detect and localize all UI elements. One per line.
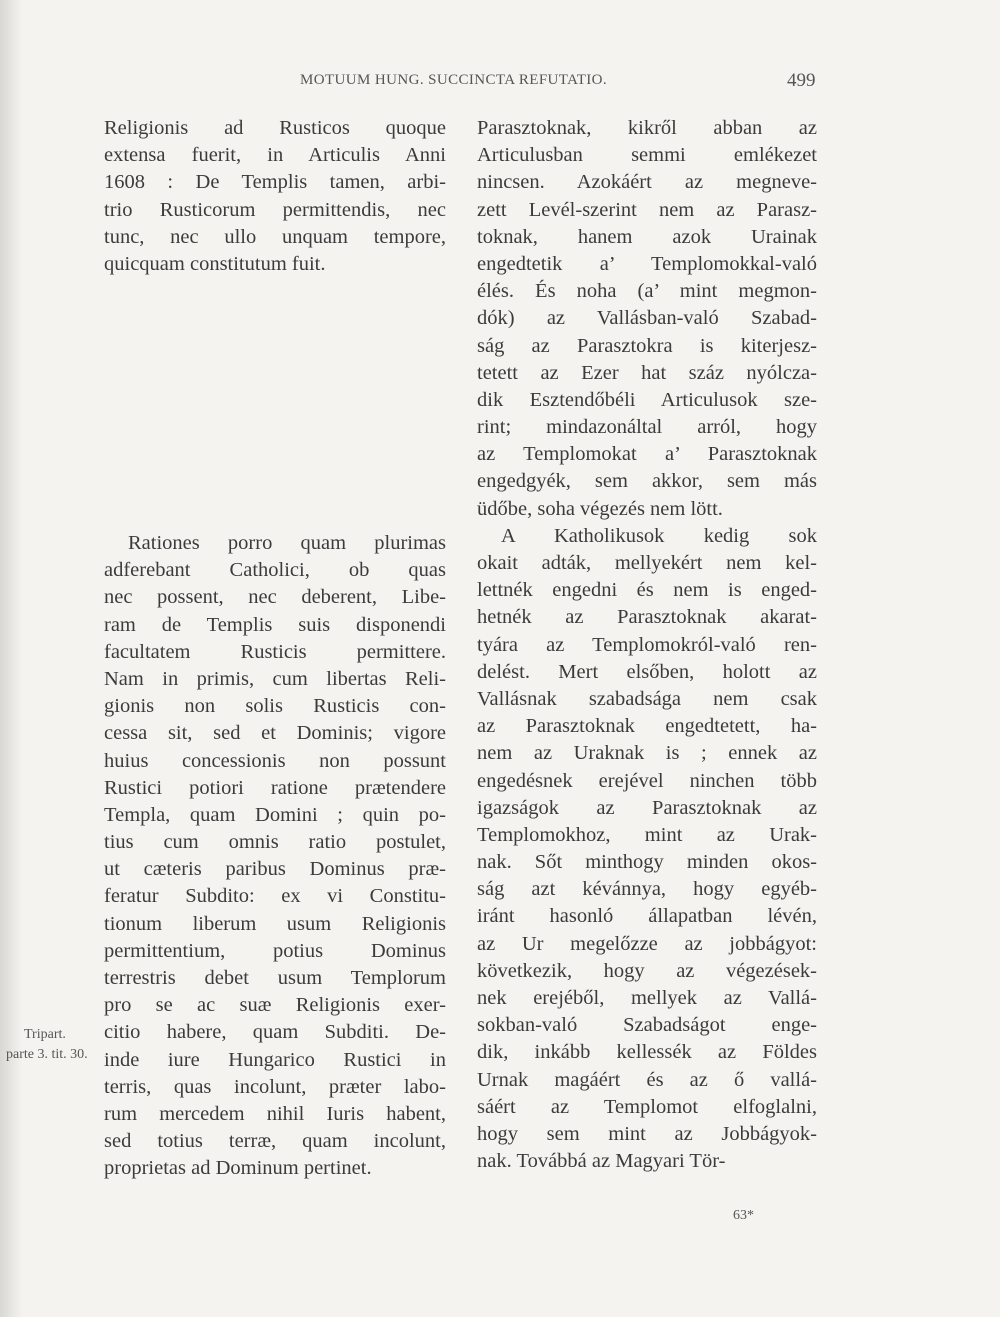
latin-text-line: huius concessionis non possunt (104, 749, 446, 772)
latin-text-line: ut cæteris paribus Dominus præ- (104, 858, 446, 881)
latin-text-line: feratur Subdito: ex vi Constitu- (104, 885, 446, 908)
latin-text-line: tionum liberum usum Religionis (104, 912, 446, 935)
latin-text-line: rum mercedem nihil Iuris habent, (104, 1102, 446, 1125)
latin-text-line: Religionis ad Rusticos quoque (104, 117, 446, 139)
signature-mark: 63* (733, 1208, 754, 1223)
latin-text-line: nec possent, nec deberent, Libe- (104, 586, 446, 609)
left-column-paragraph-2 (104, 530, 446, 1183)
margin-note-tripart: Tripart. (24, 1027, 66, 1042)
latin-text-line: permittentium, potius Dominus (104, 939, 446, 962)
hungarian-text-line: Urnak magáért és az ő vallá- (477, 1068, 817, 1091)
latin-text-line: Templa, quam Domini ; quin po- (104, 803, 446, 826)
hungarian-text-line: tetett az Ezer hat száz nyólcza- (477, 361, 817, 384)
hungarian-text-line: rint; mindazonáltal arról, hogy (477, 416, 817, 439)
hungarian-text-line: sokban-való Szabadságot enge- (477, 1014, 817, 1037)
hungarian-text-line: Templomokhoz, mint az Urak- (477, 823, 817, 846)
latin-text-line: quicquam constitutum fuit. (104, 252, 326, 275)
latin-text-line: tunc, nec ullo unquam tempore, (104, 225, 446, 248)
hungarian-text-line: Vallásnak szabadsága nem csak (477, 687, 817, 710)
hungarian-text-line: hogy sem mint az Jobbágyok- (477, 1122, 817, 1145)
margin-note-reference: parte 3. tit. 30. (6, 1047, 88, 1062)
latin-text-line: cessa sit, sed et Dominis; vigore (104, 722, 446, 745)
latin-text-line: sed totius terræ, quam incolunt, (104, 1130, 446, 1153)
hungarian-text-line: tyára az Templomokról-való ren- (477, 633, 817, 656)
hungarian-text-line: ság azt kévánnya, hogy egyéb- (477, 878, 817, 901)
hungarian-text-line: igazságok az Parasztoknak az (477, 796, 817, 819)
hungarian-text-line: Articulusban semmi emlékezet (477, 144, 817, 167)
latin-text-line: ram de Templis suis disponendi (104, 613, 446, 636)
latin-text-line: tius cum omnis ratio postulet, (104, 831, 446, 854)
hungarian-text-line: dók) az Vallásban-való Szabad- (477, 307, 817, 330)
hungarian-text-line: nem az Uraknak is ; ennek az (477, 742, 817, 765)
running-title: MOTUUM HUNG. SUCCINCTA REFUTATIO. (300, 72, 608, 88)
latin-text-line: citio habere, quam Subditi. De- (104, 1021, 446, 1044)
page-number: 499 (787, 70, 816, 91)
latin-text-line: inde iure Hungarico Rustici in (104, 1048, 446, 1071)
latin-text-line: Rustici potiori ratione prætendere (104, 776, 446, 799)
hungarian-text-line: Parasztoknak, kikről abban az (477, 117, 817, 139)
hungarian-text-line: ság az Parasztokra is kiterjesz- (477, 334, 817, 357)
hungarian-text-line: az Parasztoknak engedtetett, ha- (477, 715, 817, 738)
hungarian-text-line: az Ur megelőzze az jobbágyot: (477, 932, 817, 955)
left-column-paragraph-1 (104, 115, 446, 278)
hungarian-text-line: üdőbe, soha végezés nem lött. (477, 497, 723, 520)
hungarian-text-line: zett Levél-szerint nem az Parasz- (477, 198, 817, 221)
page-edge-shadow (0, 0, 22, 1317)
hungarian-text-line: dik Esztendőbéli Articulusok sze- (477, 388, 817, 411)
hungarian-text-line: delést. Mert elsőben, holott az (477, 660, 817, 683)
latin-text-line: adferebant Catholici, ob quas (104, 559, 446, 582)
right-column-paragraph-1 (477, 115, 817, 523)
hungarian-text-line: engedgyék, sem akkor, sem más (477, 470, 817, 493)
latin-text-line: trio Rusticorum permittendis, nec (104, 198, 446, 221)
hungarian-text-line: élés. És noha (a’ mint megmon- (477, 280, 817, 303)
hungarian-text-line: sáért az Templomot elfoglalni, (477, 1095, 817, 1118)
hungarian-text-line: A Katholikusok kedig sok (501, 524, 817, 547)
hungarian-text-line: nak. Továbbá az Magyari Tör- (477, 1150, 726, 1173)
latin-text-line: gionis non solis Rusticis con- (104, 695, 446, 718)
latin-text-line: 1608 : De Templis tamen, arbi- (104, 171, 446, 194)
latin-text-line: Nam in primis, cum libertas Reli- (104, 667, 446, 690)
hungarian-text-line: nak. Sőt minthogy minden okos- (477, 851, 817, 874)
hungarian-text-line: engedésnek erejével ninchen több (477, 769, 817, 792)
latin-text-line: pro se ac suæ Religionis exer- (104, 994, 446, 1017)
hungarian-text-line: következik, hogy az végezések- (477, 959, 817, 982)
hungarian-text-line: dik, inkább kellessék az Földes (477, 1041, 817, 1064)
hungarian-text-line: az Templomokat a’ Parasztoknak (477, 443, 817, 466)
hungarian-text-line: okait adták, mellyekért nem kel- (477, 552, 817, 574)
hungarian-text-line: toknak, hanem azok Urainak (477, 225, 817, 248)
right-column-paragraph-2 (477, 523, 817, 1176)
hungarian-text-line: hetnék az Parasztoknak akarat- (477, 606, 817, 629)
hungarian-text-line: nek erejéből, mellyek az Vallá- (477, 987, 817, 1009)
latin-text-line: proprietas ad Dominum pertinet. (104, 1157, 372, 1180)
page-header (0, 72, 1000, 98)
hungarian-text-line: nincsen. Azokáért az megneve- (477, 171, 817, 194)
right-column (477, 115, 817, 1175)
hungarian-text-line: iránt hasonló állapatban lévén, (477, 905, 817, 928)
hungarian-text-line: engedtetik a’ Templomokkal-való (477, 252, 817, 275)
latin-text-line: terris, quas incolunt, præter labo- (104, 1075, 446, 1098)
latin-text-line: Rationes porro quam plurimas (128, 532, 446, 554)
latin-text-line: extensa fuerit, in Articulis Anni (104, 144, 446, 167)
latin-text-line: facultatem Rusticis permittere. (104, 640, 446, 663)
hungarian-text-line: lettnék engedni és nem is enged- (477, 579, 817, 602)
latin-text-line: terrestris debet usum Templorum (104, 967, 446, 989)
